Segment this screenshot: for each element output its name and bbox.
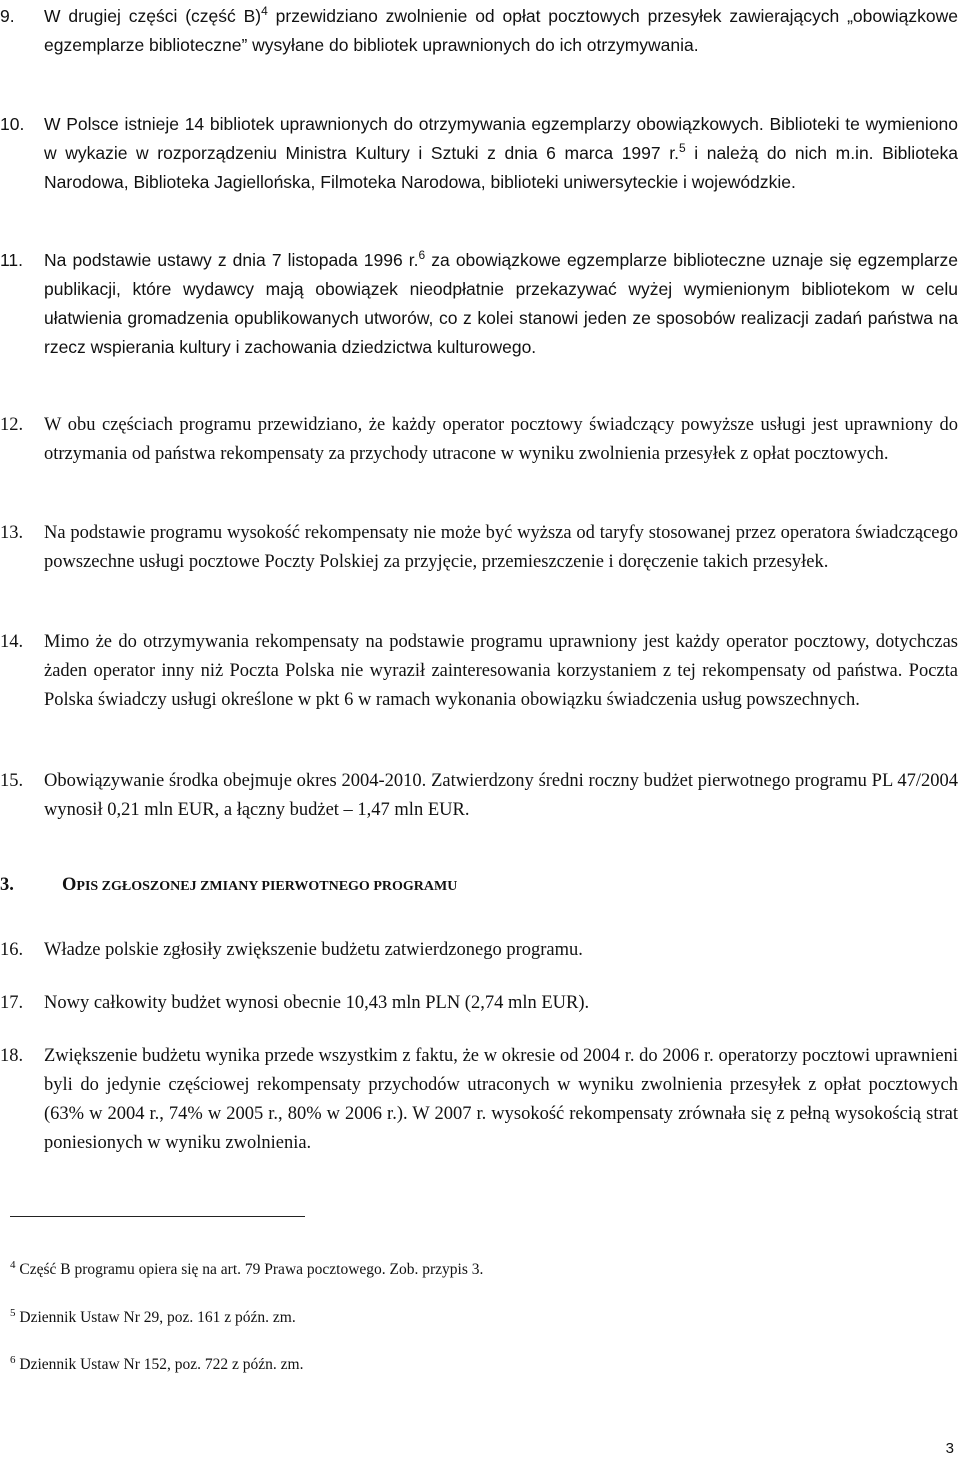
paragraph-number: 13. [0,523,24,543]
paragraph-text: Na podstawie programu wysokość rekompensaty nie może być wyższa od taryfy stosowanej przez operatora świadczącego powszechne usługi pocztowe Poczty Polskiej za przyjęcie, przemieszczenie i doręczenie takich przesyłek. [44,523,958,572]
paragraph-15 [0,767,958,825]
paragraph-text: Obowiązywanie środka obejmuje okres 2004-2010. Zatwierdzony średni roczny budżet pierwotnego programu PL 47/2004 wynosił 0,21 mln EUR, a łączny budżet – 1,47 mln EUR. [44,771,958,820]
footnote-ref[interactable]: 4 [261,4,268,19]
paragraph-14 [0,628,958,715]
paragraph-18 [0,1042,958,1158]
paragraph-16 [0,936,958,965]
paragraph-13 [0,519,958,577]
paragraph-11 [0,246,958,362]
paragraph-number: 16. [0,940,24,960]
paragraph-number: 18. [0,1046,24,1066]
paragraph-text: Nowy całkowity budżet wynosi obecnie 10,43 mln PLN (2,74 mln EUR). [44,993,590,1013]
section-title: OPIS ZGŁOSZONEJ ZMIANY PIERWOTNEGO PROGRAMU [62,875,458,895]
paragraph-text: Mimo że do otrzymywania rekompensaty na podstawie programu uprawniony jest każdy operator pocztowy, dotychczas żaden operator inny niż Poczta Polska nie wyraził zainteresowania korzystaniem z tej rekompensaty od państwa. Poczta Polska świadczy usługi określone w pkt 6 w ramach wykonania obowiązku świadczenia usług powszechnych. [44,632,958,710]
paragraph-number: 10. [0,114,25,134]
page-number: 3 [945,1440,954,1457]
paragraph-text: Na podstawie ustawy z dnia 7 listopada 1996 r.$^6$ za obowiązkowe egzemplarze biblioteczne uznaje się egzemplarze publikacji, które wydawcy mają obowiązek nieodpłatnie przekazywać wyżej wymienionym bibliotekom w celu ułatwienia gromadzenia opublikowanych utworów, co z kolei stanowi jeden ze sposobów realizacji zadań państwa na rzecz wspierania kultury i zachowania dziedzictwa kulturowego. [44,248,958,357]
paragraph-12 [0,411,958,469]
paragraph-number: 11. [0,250,24,270]
footnote-5: $^5$ Dziennik Ustaw Nr 29, poz. 161 z późn. zm. [10,1306,296,1326]
paragraph-10 [0,110,958,197]
paragraph-text: W obu częściach programu przewidziano, że każdy operator pocztowy świadczący powyższe usługi jest uprawniony do otrzymania od państwa rekompensaty za przychody utracone w wyniku zwolnienia przesyłek z opłat pocztowych. [44,415,958,464]
footnote-separator [10,1216,305,1217]
paragraph-text: Zwiększenie budżetu wynika przede wszystkim z faktu, że w okresie od 2004 r. do 2006 r. operatorzy pocztowi uprawnieni byli do jedynie częściowej rekompensaty przychodów utraconych w wyniku zwolnienia przesyłek z opłat pocztowych (63% w 2004 r., 74% w 2005 r., 80% w 2006 r.). W 2007 r. wysokość rekompensaty zrównała się z pełną wysokością strat poniesionych w wyniku zwolnienia. [44,1046,958,1153]
section-number: 3. [0,875,14,895]
paragraph-number: 12. [0,415,24,435]
footnote-ref[interactable]: 6 [418,248,426,263]
paragraph-17 [0,989,958,1018]
footnote-ref[interactable]: 5 [678,141,686,156]
paragraph-number: 15. [0,771,24,791]
footnote-6: $^6$ Dziennik Ustaw Nr 152, poz. 722 z późn. zm. [10,1353,304,1373]
footnote-4: $^4$ Część B programu opiera się na art. 79 Prawa pocztowego. Zob. przypis 3. [10,1258,484,1278]
paragraph-9 [0,2,958,60]
paragraph-text: Władze polskie zgłosiły zwiększenie budżetu zatwierdzonego programu. [44,940,583,960]
paragraph-number: 9. [0,6,15,26]
paragraph-number: 14. [0,632,24,652]
paragraph-text: W drugiej części (część B)$^4$ przewidziano zwolnienie od opłat pocztowych przesyłek zawierających „obowiązkowe egzemplarze biblioteczne” wysyłane do bibliotek uprawnionych do ich otrzymywania. [44,4,958,55]
paragraph-number: 17. [0,993,24,1013]
paragraph-text: W Polsce istnieje 14 bibliotek uprawnionych do otrzymywania egzemplarzy obowiązkowych. Biblioteki te wymieniono w wykazie w rozporządzeniu Ministra Kultury i Sztuki z dnia 6 marca 1997 r.$^5$ i należą do nich m.in. Biblioteka Narodowa, Biblioteka Jagiellońska, Filmoteka Narodowa, biblioteki uniwersyteckie i wojewódzkie. [44,114,959,192]
